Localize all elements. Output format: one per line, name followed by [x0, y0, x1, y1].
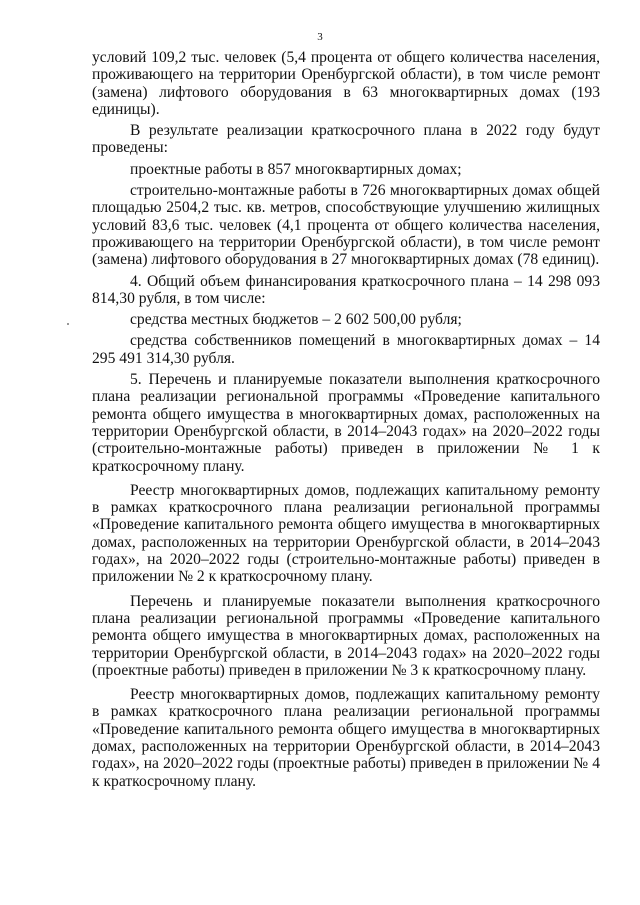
- paragraph-results-intro: В результате реализации краткосрочного плана в 2022 году будут проведены:: [92, 122, 600, 157]
- page-number: 3: [317, 31, 323, 43]
- scan-speck: [67, 323, 69, 325]
- paragraph-construction-works: строительно-монтажные работы в 726 многоквартирных домах общей площадью 2504,2 тыс. кв. метров, способствующие улучшению жилищных условий 83,6 тыс. человек (4,1 процента от общего количества населения, проживающего на территории Оренбургской области), в том числе ремонт (замена) лифтового оборудования в 27 многоквартирных домах (78 единиц).: [92, 182, 600, 269]
- paragraph-appendix-1: 5. Перечень и планируемые показатели выполнения краткосрочного плана реализации региональной программы «Проведение капитального ремонта общего имущества в многоквартирных домах, расположенных на территории Оренбургской области, в 2014–2043 годах» на 2020–2022 годы (строительно-монтажные работы) приведен в приложении № 1 к краткосрочному плану.: [92, 371, 600, 475]
- document-body: [92, 49, 600, 790]
- paragraph-design-works: проектные работы в 857 многоквартирных домах;: [130, 160, 462, 178]
- paragraph-appendix-3: Перечень и планируемые показатели выполнения краткосрочного плана реализации региональной программы «Проведение капитального ремонта общего имущества в многоквартирных домах, расположенных на территории Оренбургской области, в 2014–2043 годах» на 2020–2022 годы (проектные работы) приведен в приложении № 3 к краткосрочному плану.: [92, 592, 600, 679]
- paragraph-appendix-2: Реестр многоквартирных домов, подлежащих капитальному ремонту в рамках краткосрочного плана реализации региональной программы «Проведение капитального ремонта общего имущества в многоквартирных домах, расположенных на территории Оренбургской области, в 2014–2043 годах», на 2020–2022 годы (строительно-монтажные работы) приведен в приложении № 2 к краткосрочному плану.: [92, 481, 600, 586]
- paragraph-appendix-4: Реестр многоквартирных домов, подлежащих капитальному ремонту в рамках краткосрочного плана реализации региональной программы «Проведение капитального ремонта общего имущества в многоквартирных домах, расположенных на территории Оренбургской области, в 2014–2043 годах», на 2020–2022 годы (проектные работы) приведен в приложении № 4 к краткосрочному плану.: [92, 686, 600, 790]
- paragraph-owners-funds: средства собственников помещений в многоквартирных домах – 14 295 491 314,30 рубля.: [92, 332, 600, 367]
- paragraph-continuation: условий 109,2 тыс. человек (5,4 процента от общего количества населения, проживающего на территории Оренбургской области), в том числе ремонт (замена) лифтового оборудования в 63 многоквартирных домах (193 единицы).: [92, 49, 600, 118]
- paragraph-funding-total: 4. Общий объем финансирования краткосрочного плана – 14 298 093 814,30 рубля, в том числе:: [92, 272, 600, 307]
- paragraph-local-budgets: средства местных бюджетов – 2 602 500,00 рубля;: [130, 311, 462, 329]
